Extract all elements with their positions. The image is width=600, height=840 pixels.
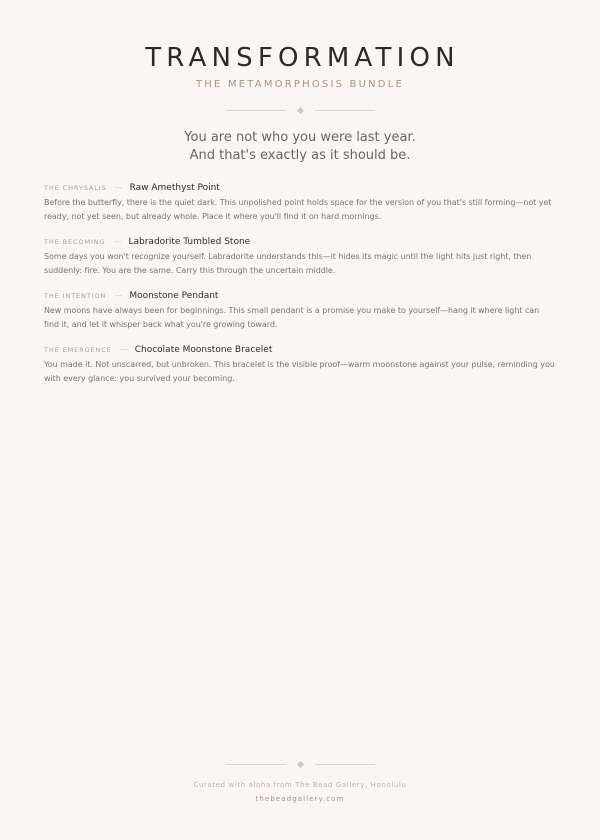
separator: — bbox=[113, 237, 122, 246]
divider-line-right bbox=[315, 110, 375, 111]
page-title: TRANSFORMATION bbox=[145, 43, 460, 73]
separator: — bbox=[114, 183, 123, 192]
divider-line-right bbox=[315, 764, 375, 765]
product-description: Before the butterfly, there is the quiet dark. This unpolished point holds space for the version of you that's still forming—not yet ready, not yet seen, but already whole. Place it where you'll find it on hard mornings. bbox=[44, 198, 552, 221]
website-link[interactable]: thebeadgallery.com bbox=[255, 795, 345, 803]
product-name: Moonstone Pendant bbox=[129, 291, 219, 301]
tagline-line-2: And that's exactly as it should be. bbox=[189, 148, 411, 163]
tagline bbox=[0, 129, 600, 165]
footer-divider bbox=[0, 758, 600, 770]
product-item-emergence bbox=[44, 343, 556, 385]
separator: — bbox=[119, 345, 128, 354]
stage-label: THE INTENTION bbox=[44, 292, 107, 300]
product-item-becoming bbox=[44, 235, 556, 277]
separator: — bbox=[114, 291, 123, 300]
stage-label: THE EMERGENCE bbox=[44, 346, 112, 354]
diamond-icon bbox=[296, 760, 303, 767]
header bbox=[0, 0, 600, 165]
divider-line-left bbox=[226, 764, 286, 765]
stage-label: THE BECOMING bbox=[44, 238, 106, 246]
product-description: You made it. Not unscarred, but unbroken. This bracelet is the visible proof—warm moonstone against your pulse, reminding you with every glance: you survived your becoming. bbox=[44, 360, 555, 383]
product-item-chrysalis bbox=[44, 181, 556, 223]
product-name: Labradorite Tumbled Stone bbox=[128, 237, 251, 247]
product-item-intention bbox=[44, 289, 556, 331]
curated-by-text: Curated with aloha from The Bead Gallery, Honolulu bbox=[193, 781, 407, 789]
diamond-icon bbox=[296, 106, 303, 113]
header-divider bbox=[0, 104, 600, 116]
product-list bbox=[0, 181, 600, 385]
tagline-line-1: You are not who you were last year. bbox=[184, 130, 416, 145]
stage-label: THE CHRYSALIS bbox=[44, 184, 107, 192]
footer bbox=[0, 758, 600, 805]
product-description: Some days you won't recognize yourself. Labradorite understands this—it hides its magic until the light hits just right, then suddenly: fire. You are the same. Carry this through the uncertain middle. bbox=[44, 252, 532, 275]
product-name: Raw Amethyst Point bbox=[129, 183, 220, 193]
product-description: New moons have always been for beginnings. This small pendant is a promise you make to yourself—hang it where light can find it, and let it whisper back what you're growing toward. bbox=[44, 306, 540, 329]
product-name: Chocolate Moonstone Bracelet bbox=[134, 345, 273, 355]
page-subtitle: THE METAMORPHOSIS BUNDLE bbox=[196, 79, 404, 90]
divider-line-left bbox=[226, 110, 286, 111]
